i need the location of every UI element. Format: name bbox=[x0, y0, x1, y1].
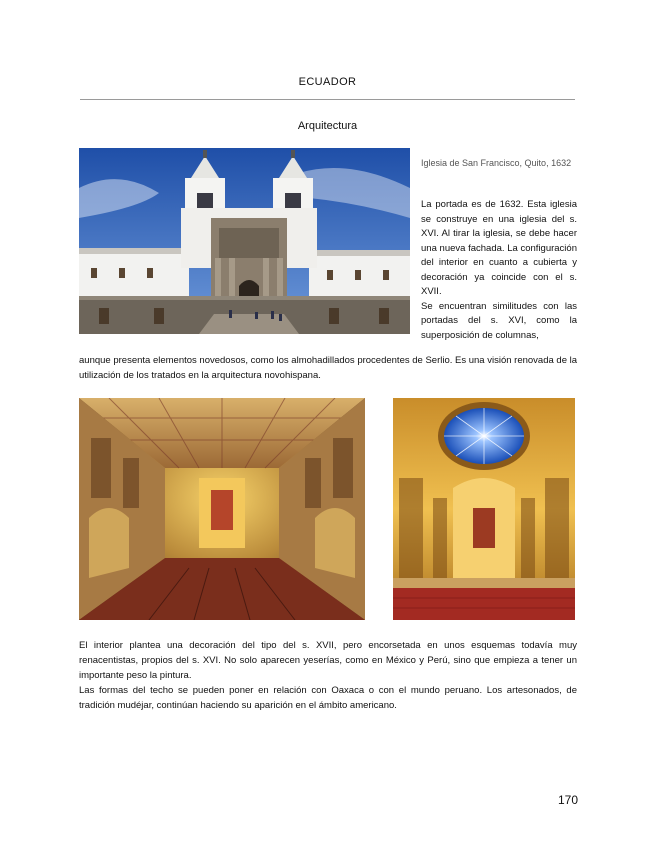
section-title: Arquitectura bbox=[297, 120, 358, 132]
church-facade-photo bbox=[79, 148, 410, 334]
paragraph: Las formas del techo se pueden poner en relación con Oaxaca o con el mundo peruano. Los artesonados, de tradición mudéjar, continúan haciendo su aparición en el ámbito americano. bbox=[79, 685, 577, 711]
header-rule bbox=[80, 99, 575, 100]
running-header: ECUADOR bbox=[298, 76, 357, 88]
side-text-block bbox=[421, 198, 577, 343]
paragraph: Se encuentran similitudes con las portadas del s. XVI, como la superposición de columnas, bbox=[421, 300, 577, 341]
body-text-block bbox=[79, 638, 577, 713]
paragraph: aunque presenta elementos novedosos, como los almohadillados procedentes de Serlio. Es una visión renovada de la utilización de los tratados en la arquitectura novohispana. bbox=[79, 355, 578, 381]
page-number: 170 bbox=[557, 793, 578, 807]
church-altar-dome-photo bbox=[393, 398, 575, 620]
continued-text-block bbox=[79, 353, 577, 383]
figure-caption: Iglesia de San Francisco, Quito, 1632 bbox=[421, 158, 572, 168]
paragraph: El interior plantea una decoración del tipo del s. XVII, pero encorsetada en unos esquemas todavía muy renacentistas, propios del s. XVI. No solo aparecen yeserías, como en México y Perú, sino que empieza a tener un importante peso la pintura. bbox=[79, 640, 577, 681]
paragraph: La portada es de 1632. Esta iglesia se construye en una iglesia del s. XVI. Al tirar la iglesia, se debe hacer una nueva fachada. La configuración del interior en cuanto a cubierta y decoración ya coincide con el s. XVII. bbox=[421, 199, 577, 297]
church-nave-photo bbox=[79, 398, 365, 620]
